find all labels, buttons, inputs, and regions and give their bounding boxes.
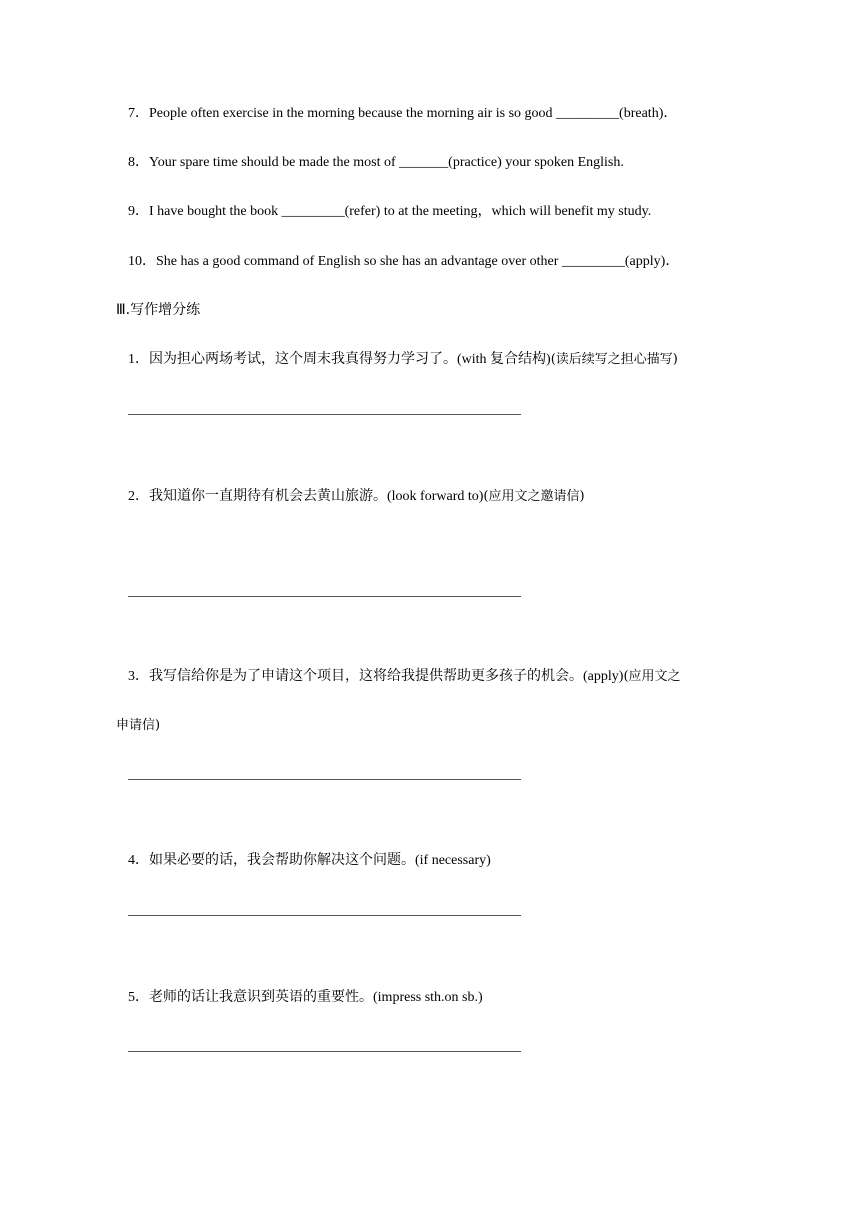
writing-item-2-note: (应用文之邀请信) [483,489,585,504]
exercise-item-7: 7．People often exercise in the morning because the morning air is so good _________(breath)． [128,106,678,121]
writing-item-2-main: 2．我知道你一直期待有机会去黄山旅游。(look forward to) [128,489,484,504]
writing-item-3-note: (应用文之 [623,669,681,684]
writing-item-3-continued [116,716,160,736]
exercise-item-10: 10．She has a good command of English so she has an advantage over other _________(apply)． [128,254,680,269]
writing-item-5 [128,988,483,1008]
writing-item-4 [128,851,491,871]
writing-item-1-note: (读后续写之担心描写) [550,352,678,367]
writing-item-3-main: 3．我写信给你是为了申请这个项目，这将给我提供帮助更多孩子的机会。(apply) [128,669,624,684]
writing-item-2 [128,487,585,507]
answer-line-4[interactable] [128,915,521,916]
answer-line-3[interactable] [128,779,521,780]
writing-item-5-main: 5．老师的话让我意识到英语的重要性。(impress sth.on sb.) [128,990,483,1005]
writing-item-1 [128,350,678,370]
writing-item-4-main: 4．如果必要的话，我会帮助你解决这个问题。(if necessary) [128,853,491,868]
answer-line-2[interactable] [128,596,521,597]
answer-line-5[interactable] [128,1051,521,1052]
section-heading: Ⅲ.写作增分练 [116,302,201,318]
exercise-item-9: 9．I have bought the book _________(refer) to at the meeting，which will benefit my study. [128,204,652,219]
answer-line-1[interactable] [128,414,521,415]
writing-item-1-main: 1．因为担心两场考试，这个周末我真得努力学习了。(with 复合结构) [128,352,551,367]
writing-item-3 [128,667,681,687]
writing-item-3-note-cont: 申请信) [116,718,161,733]
exercise-item-8: 8．Your spare time should be made the most of _______(practice) your spoken English. [128,155,624,170]
